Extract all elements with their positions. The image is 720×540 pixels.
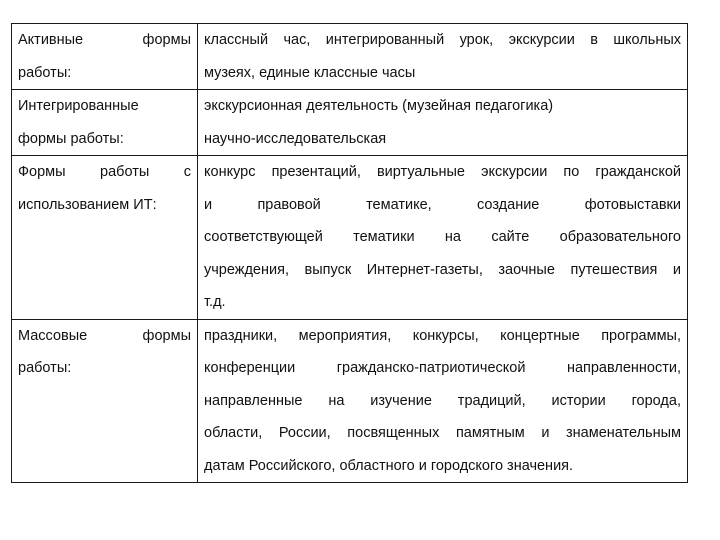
form-type-cell (12, 90, 198, 156)
table-row (12, 156, 688, 320)
description-line: научно-исследовательская (204, 130, 387, 147)
work-forms-table (11, 23, 688, 483)
description-line: учреждения, выпуск Интернет-газеты, заочные путешествия и (204, 261, 681, 278)
table-row (12, 90, 688, 156)
description-line: и правовой тематике, создание фотовыставки (204, 196, 681, 213)
form-description-cell (198, 90, 688, 156)
form-type-cell (12, 319, 198, 483)
form-description-cell (198, 156, 688, 320)
form-type-cell (12, 24, 198, 90)
description-line: датам Российского, областного и городского значения. (204, 457, 574, 474)
description-line: соответствующей тематики на сайте образовательного (204, 229, 681, 245)
form-type-label-line: работы: (18, 64, 72, 81)
form-type-label-line: формы работы: (18, 130, 124, 147)
description-line: направленные на изучение традиций, истории города, (204, 392, 681, 409)
form-description-cell (198, 319, 688, 483)
form-type-label-line: работы: (18, 360, 72, 376)
description-line: праздники, мероприятия, конкурсы, концертные программы, (204, 327, 681, 344)
description-line: области, России, посвященных памятным и знаменательным (204, 425, 681, 441)
form-type-cell (12, 156, 198, 320)
form-type-label-line: Активные формы (18, 32, 191, 48)
form-type-label-line: Интегрированные (18, 98, 139, 114)
table-row (12, 24, 688, 90)
form-type-label-line: использованием ИТ: (18, 196, 157, 213)
description-line: музеях, единые классные часы (204, 64, 416, 81)
description-line: экскурсионная деятельность (музейная педагогика) (204, 98, 554, 114)
form-description-cell (198, 24, 688, 90)
form-type-label-line: Формы работы с (18, 164, 191, 180)
description-line: конкурс презентаций, виртуальные экскурсии по гражданской (204, 164, 681, 180)
description-line: т.д. (204, 294, 226, 310)
description-line: конференции гражданско-патриотической направленности, (204, 360, 681, 376)
description-line: классный час, интегрированный урок, экскурсии в школьных (204, 32, 681, 48)
form-type-label-line: Массовые формы (18, 327, 191, 344)
table-row (12, 319, 688, 483)
